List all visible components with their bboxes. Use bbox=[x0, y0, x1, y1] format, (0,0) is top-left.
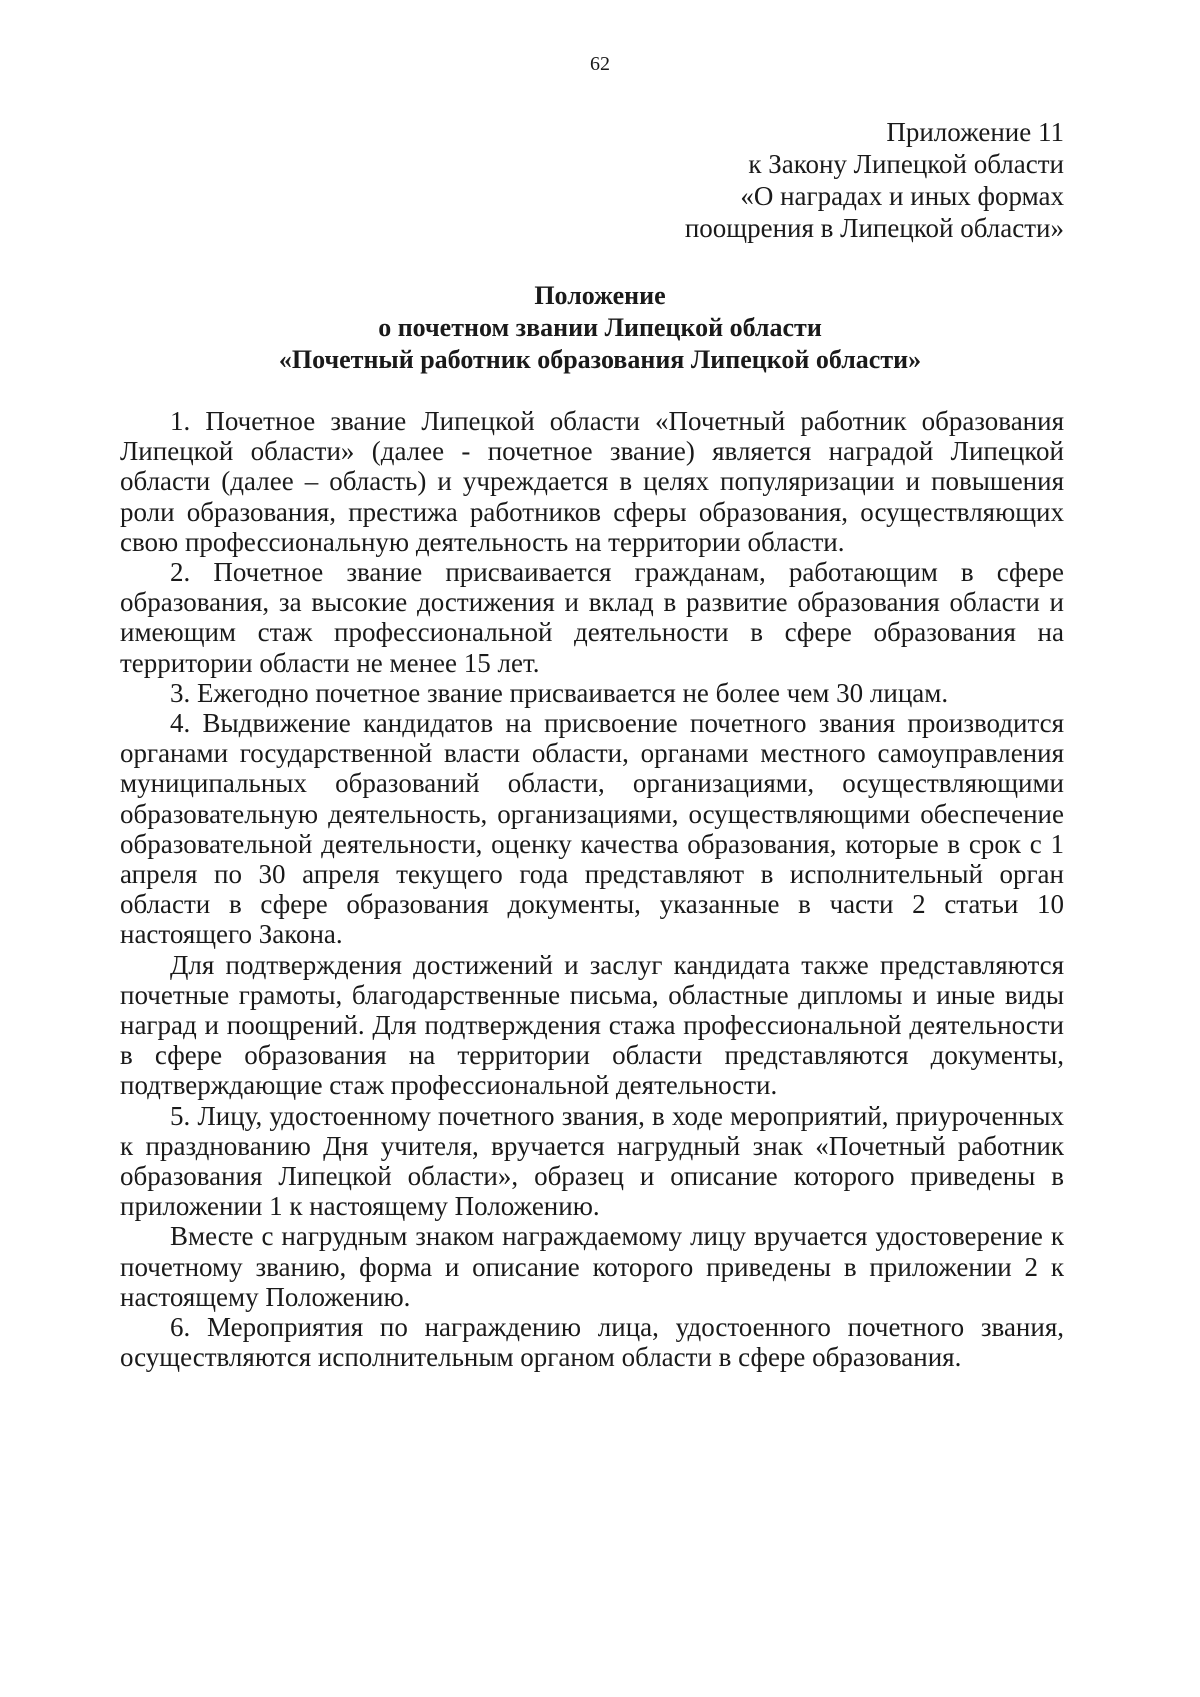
appendix-reference bbox=[685, 116, 1064, 244]
document-body bbox=[120, 406, 1064, 1373]
paragraph-5: 5. Лицу, удостоенному почетного звания, в ходе мероприятий, приуроченных к празднованию Дня учителя, вручается нагрудный знак «Почетный работник образования Липецкой области», образец и описание которого приведены в приложении 1 к настоящему Положению. bbox=[120, 1100, 1064, 1222]
appendix-line: «О наградах и иных формах bbox=[740, 181, 1064, 211]
appendix-line: к Закону Липецкой области bbox=[748, 149, 1064, 179]
document-title bbox=[0, 280, 1200, 376]
paragraph-4: 4. Выдвижение кандидатов на присвоение почетного звания производится органами государственной власти области, органами местного самоуправления муниципальных образований области, организациями, осуществляющими образовательную деятельность, организациями, осуществляющими обеспечение образовательной деятельности, оценку качества образования, которые в срок с 1 апреля по 30 апреля текущего года представляют в исполнительный орган области в сфере образования документы, указанные в части 2 статьи 10 настоящего Закона. bbox=[120, 708, 1064, 950]
paragraph-3: 3. Ежегодно почетное звание присваивается не более чем 30 лицам. bbox=[170, 677, 949, 708]
paragraph-5-continued: Вместе с нагрудным знаком награждаемому лицу вручается удостоверение к почетному званию, форма и описание которого приведены в приложении 2 к настоящему Положению. bbox=[120, 1221, 1064, 1312]
title-line: о почетном звании Липецкой области bbox=[378, 313, 822, 342]
paragraph-2: 2. Почетное звание присваивается гражданам, работающим в сфере образования, за высокие достижения и вклад в развитие образования области и имеющим стаж профессиональной деятельности в сфере образования на территории области не менее 15 лет. bbox=[120, 557, 1064, 678]
appendix-line: Приложение 11 bbox=[886, 117, 1064, 147]
title-line: Положение bbox=[534, 281, 666, 310]
page-number: 62 bbox=[590, 53, 610, 75]
paragraph-4-continued: Для подтверждения достижений и заслуг кандидата также представляются почетные грамоты, благодарственные письма, областные дипломы и иные виды наград и поощрений. Для подтверждения стажа профессиональной деятельности в сфере образования на территории области представляются документы, подтверждающие стаж профессиональной деятельности. bbox=[120, 949, 1064, 1101]
appendix-line: поощрения в Липецкой области» bbox=[684, 213, 1064, 243]
paragraph-6: 6. Мероприятия по награждению лица, удостоенного почетного звания, осуществляются исполнительным органом области в сфере образования. bbox=[120, 1312, 1064, 1373]
paragraph-1: 1. Почетное звание Липецкой области «Почетный работник образования Липецкой области» (далее - почетное звание) является наградой Липецкой области (далее – область) и учреждается в целях популяризации и повышения роли образования, престижа работников сферы образования, осуществляющих свою профессиональную деятельность на территории области. bbox=[120, 406, 1064, 557]
title-line: «Почетный работник образования Липецкой области» bbox=[278, 345, 922, 374]
